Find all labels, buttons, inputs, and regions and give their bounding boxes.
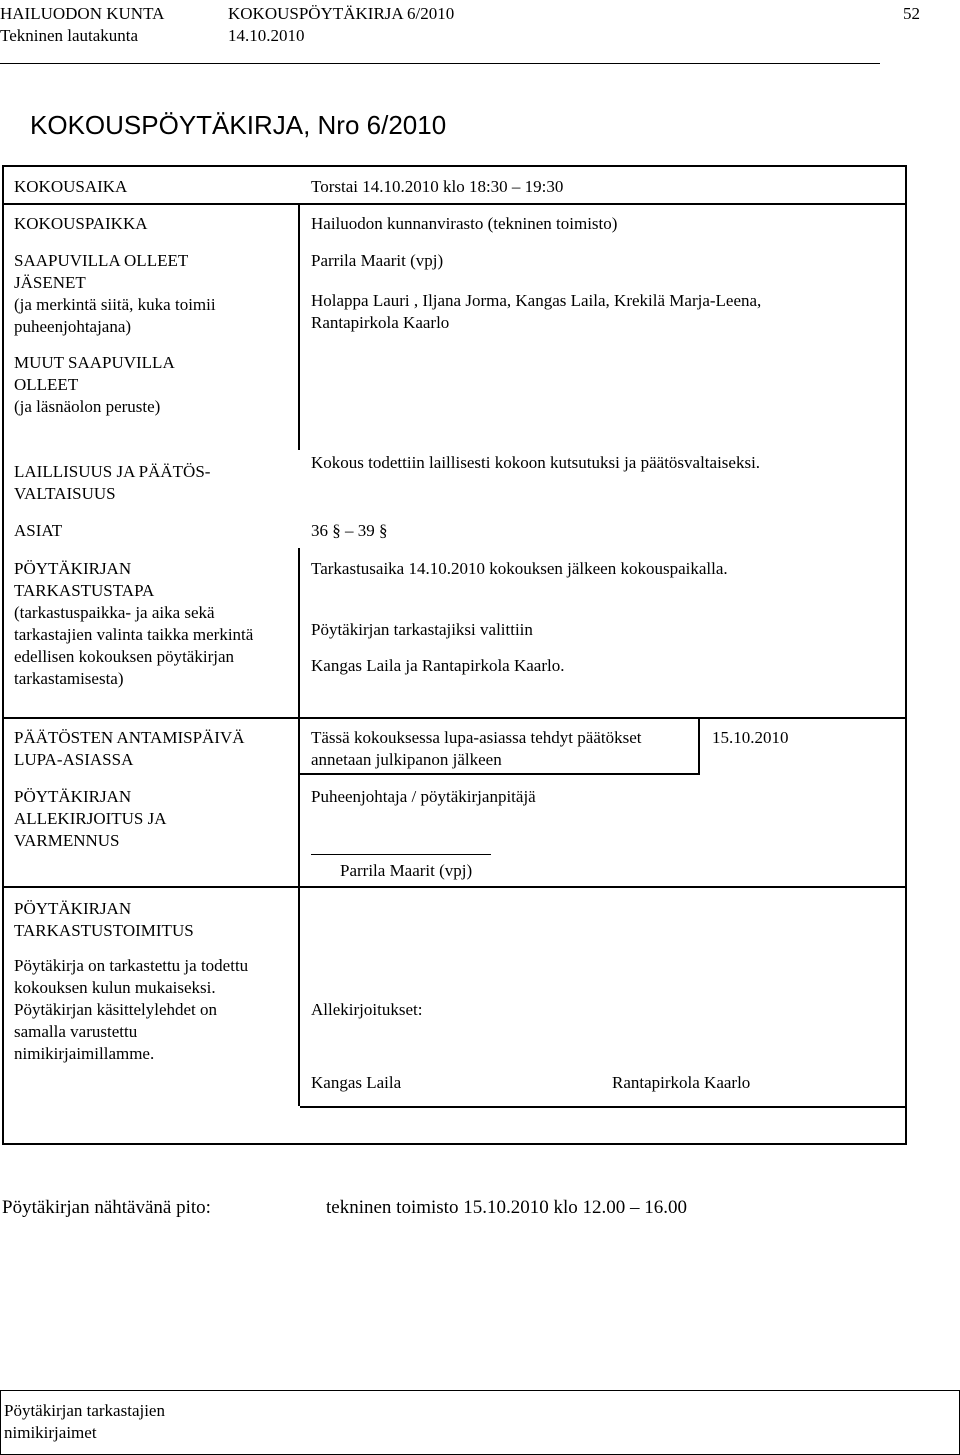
members-present-note: (ja merkintä siitä, kuka toimii bbox=[14, 295, 216, 314]
review-action-note: Pöytäkirja on tarkastettu ja todettu bbox=[14, 956, 249, 975]
page-title: KOKOUSPÖYTÄKIRJA, Nro 6/2010 bbox=[30, 110, 447, 140]
signature-role: Puheenjohtaja / pöytäkirjanpitäjä bbox=[311, 787, 536, 806]
column-divider bbox=[698, 717, 700, 773]
column-divider bbox=[298, 717, 300, 1106]
decision-date-value: 15.10.2010 bbox=[712, 728, 789, 747]
signature-line bbox=[311, 854, 491, 855]
row-divider bbox=[300, 773, 700, 775]
initials-label: Pöytäkirjan tarkastajien bbox=[4, 1401, 165, 1420]
review-time: Tarkastusaika 14.10.2010 kokouksen jälkeen kokouspaikalla. bbox=[311, 559, 728, 578]
header-page-number: 52 bbox=[903, 4, 920, 23]
items-value: 36 § – 39 § bbox=[311, 521, 388, 540]
review-action-note-5: nimikirjaimillamme. bbox=[14, 1044, 155, 1063]
legality-label-2: VALTAISUUS bbox=[14, 484, 116, 503]
review-action-note-2: kokouksen kulun mukaiseksi. bbox=[14, 978, 216, 997]
row-divider bbox=[300, 886, 907, 888]
chair-name: Parrila Maarit (vpj) bbox=[311, 251, 444, 270]
signer-name: Parrila Maarit (vpj) bbox=[340, 861, 473, 880]
signature-label-2: ALLEKIRJOITUS JA bbox=[14, 809, 167, 828]
public-display-value: tekninen toimisto 15.10.2010 klo 12.00 – 16.00 bbox=[326, 1197, 687, 1218]
review-method-note: (tarkastuspaikka- ja aika sekä bbox=[14, 603, 215, 622]
others-present-label: MUUT SAAPUVILLA bbox=[14, 353, 175, 372]
header-date: 14.10.2010 bbox=[228, 26, 305, 45]
review-action-note-4: samalla varustettu bbox=[14, 1022, 138, 1041]
row-divider bbox=[300, 1106, 907, 1108]
members-list-2: Rantapirkola Kaarlo bbox=[311, 313, 450, 332]
reviewer-signer-2: Rantapirkola Kaarlo bbox=[612, 1073, 751, 1092]
initials-label-2: nimikirjaimet bbox=[4, 1423, 97, 1442]
meeting-place-label: KOKOUSPAIKKA bbox=[14, 214, 148, 233]
decision-date-text: Tässä kokouksessa lupa-asiassa tehdyt päätökset bbox=[311, 728, 642, 747]
items-label: ASIAT bbox=[14, 521, 63, 540]
decision-date-label: PÄÄTÖSTEN ANTAMISPÄIVÄ bbox=[14, 728, 245, 747]
reviewer-signer-1: Kangas Laila bbox=[311, 1073, 402, 1092]
members-present-label: SAAPUVILLA OLLEET bbox=[14, 251, 189, 270]
members-present-label-2: JÄSENET bbox=[14, 273, 86, 292]
signature-label-3: VARMENNUS bbox=[14, 831, 120, 850]
review-method-note-4: tarkastamisesta) bbox=[14, 669, 124, 688]
others-present-label-2: OLLEET bbox=[14, 375, 79, 394]
meeting-place-value: Hailuodon kunnanvirasto (tekninen toimisto) bbox=[311, 214, 618, 233]
signatures-label: Allekirjoitukset: bbox=[311, 1000, 423, 1019]
signature-label: PÖYTÄKIRJAN bbox=[14, 787, 132, 806]
review-method-note-3: edellisen kokouksen pöytäkirjan bbox=[14, 647, 235, 666]
others-present-note: (ja läsnäolon peruste) bbox=[14, 397, 161, 416]
review-method-label-2: TARKASTUSTAPA bbox=[14, 581, 155, 600]
header-org: HAILUODON KUNTA bbox=[0, 4, 165, 23]
public-display-label: Pöytäkirjan nähtävänä pito: bbox=[2, 1197, 211, 1218]
header-board: Tekninen lautakunta bbox=[0, 26, 139, 45]
meeting-time-label: KOKOUSAIKA bbox=[14, 177, 128, 196]
row-divider bbox=[2, 886, 302, 888]
review-method-note-2: tarkastajien valinta taikka merkintä bbox=[14, 625, 254, 644]
row-divider bbox=[2, 203, 907, 205]
review-action-label: PÖYTÄKIRJAN bbox=[14, 899, 132, 918]
row-divider bbox=[2, 717, 907, 719]
review-action-note-3: Pöytäkirjan käsittelylehdet on bbox=[14, 1000, 218, 1019]
legality-value: Kokous todettiin laillisesti kokoon kutsutuksi ja päätösvaltaiseksi. bbox=[311, 453, 761, 472]
members-present-note-2: puheenjohtajana) bbox=[14, 317, 132, 336]
decision-date-text-2: annetaan julkipanon jälkeen bbox=[311, 750, 502, 769]
reviewers-intro: Pöytäkirjan tarkastajiksi valittiin bbox=[311, 620, 533, 639]
column-divider bbox=[298, 548, 300, 717]
reviewers-names: Kangas Laila ja Rantapirkola Kaarlo. bbox=[311, 656, 565, 675]
review-action-label-2: TARKASTUSTOIMITUS bbox=[14, 921, 194, 940]
header-divider bbox=[0, 63, 880, 64]
column-divider bbox=[298, 203, 300, 450]
legality-label: LAILLISUUS JA PÄÄTÖS- bbox=[14, 462, 211, 481]
decision-date-label-2: LUPA-ASIASSA bbox=[14, 750, 134, 769]
meeting-time-value: Torstai 14.10.2010 klo 18:30 – 19:30 bbox=[311, 177, 564, 196]
members-list: Holappa Lauri , Iljana Jorma, Kangas Laila, Krekilä Marja-Leena, bbox=[311, 291, 762, 310]
review-method-label: PÖYTÄKIRJAN bbox=[14, 559, 132, 578]
header-doc: KOKOUSPÖYTÄKIRJA 6/2010 bbox=[228, 4, 455, 23]
